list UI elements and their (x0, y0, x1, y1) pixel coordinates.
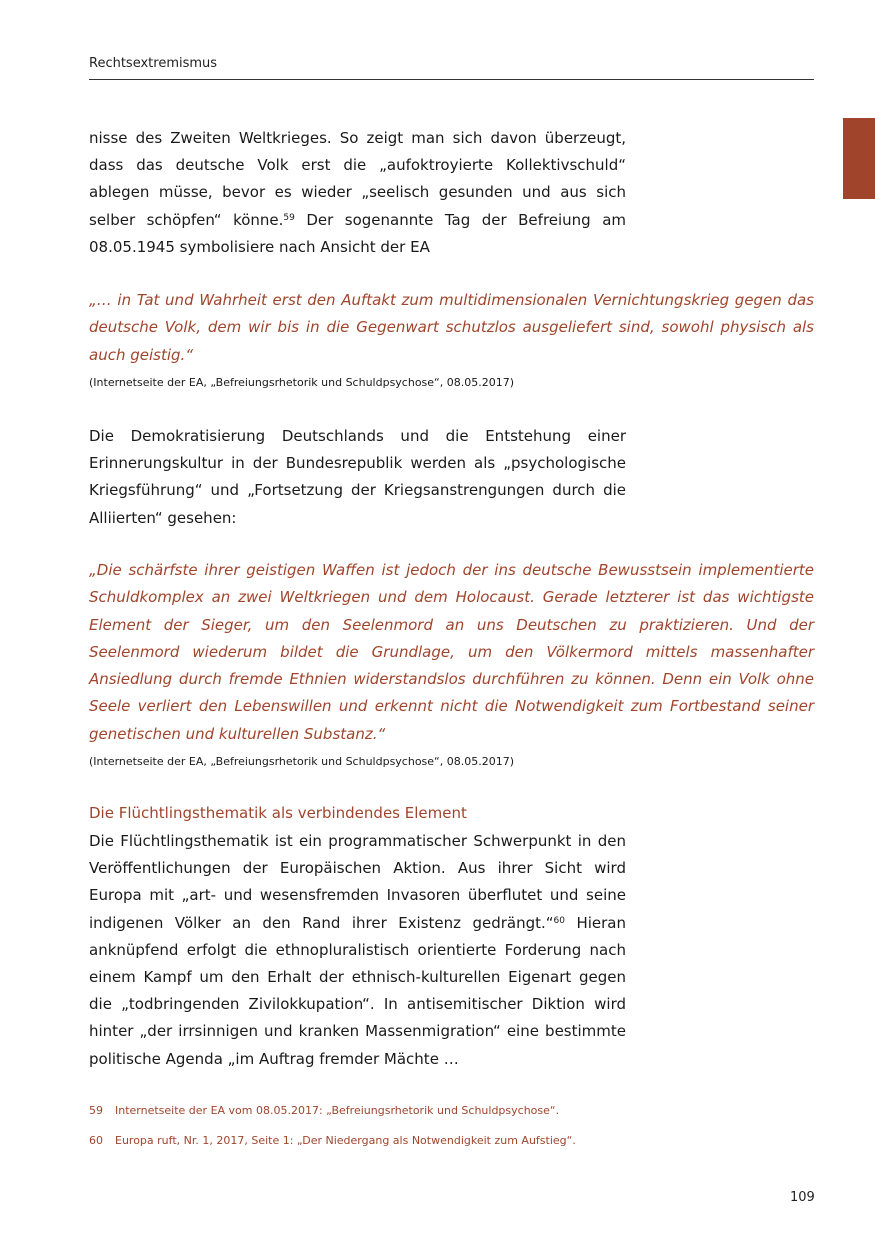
block-quote-1: „… in Tat und Wahrheit erst den Auftakt zum multidimensionalen Vernichtungskrieg gegen das deutsche Volk, dem wir bis in die Gegenwart schutzlos ausgeliefert sind, sowohl physisch als auch geistig.“ (89, 291, 814, 364)
header-rule (89, 79, 814, 80)
quote-source-1: (Internetseite der EA, „Befreiungsrhetorik und Schuldpsychose“, 08.05.2017) (89, 376, 515, 389)
body-paragraph-2: Die Demokratisierung Deutschlands und die Entstehung einer Erinnerungskultur in der Bundesrepublik werden als „psychologische Kriegsführung“ und „Fortsetzung der Kriegsanstrengungen durch die Alliierten“ gesehen: (89, 427, 626, 527)
footnote-number: 59 (89, 1104, 103, 1117)
body-paragraph-1 (89, 125, 626, 261)
page-number: 109 (790, 1190, 815, 1205)
footnote-text: Europa ruft, Nr. 1, 2017, Seite 1: „Der Niedergang als Notwendigkeit zum Aufstieg“. (115, 1134, 576, 1147)
quote-source-2: (Internetseite der EA, „Befreiungsrhetorik und Schuldpsychose“, 08.05.2017) (89, 755, 515, 768)
section-heading: Die Flüchtlingsthematik als verbindendes Element (89, 804, 467, 822)
chapter-tab-marker (843, 118, 875, 199)
footnote-60 (89, 1134, 814, 1147)
running-header: Rechtsextremismus (89, 56, 218, 71)
footnote-text: Internetseite der EA vom 08.05.2017: „Befreiungsrhetorik und Schuldpsychose“. (115, 1104, 560, 1117)
footnote-number: 60 (89, 1134, 103, 1147)
paragraph-text: Die Flüchtlingsthematik ist ein programmatischer Schwerpunkt in den Veröffentlichungen der Europäischen Aktion. Aus ihrer Sicht wird Europa mit „art- und wesensfremden Invasoren überflutet und seine indigenen Völker an den Rand ihrer Existenz gedrängt.“ (89, 832, 626, 932)
paragraph-text-continued: Hieran anknüpfend erfolgt die ethnopluralistisch orientierte Forderung nach einem Kampf um den Erhalt der ethnisch-kulturellen Eigenart gegen die „todbringenden Zivilokkupation“. In antisemitischer Diktion wird hinter „der irrsinnigen und kranken Massenmigration“ eine bestimmte politische Agenda „im Auftrag fremder Mächte … (89, 913, 626, 1068)
paragraph-text: nisse des Zweiten Weltkrieges. So zeigt man sich davon überzeugt, dass das deutsche Volk erst die „aufoktroyierte Kollektivschuld“ ablegen müsse, bevor es wieder „seelisch gesunden und aus sich selber schöpfen“ könne. (89, 129, 626, 229)
body-paragraph-3 (89, 828, 626, 1073)
footnote-59 (89, 1104, 814, 1117)
block-quote-2: „Die schärfste ihrer geistigen Waffen ist jedoch der ins deutsche Bewusstsein implementierte Schuldkomplex an zwei Weltkriegen und dem Holocaust. Gerade letzterer ist das wichtigste Element der Sieger, um den Seelenmord an uns Deutschen zu praktizieren. Und der Seelenmord wiederum bildet die Grundlage, um den Völkermord mittels massenhafter Ansiedlung durch fremde Ethnien widerstandslos durchführen zu können. Denn ein Volk ohne Seele verliert den Lebenswillen und erkennt nicht die Notwendigkeit zum Fortbestand seiner genetischen und kulturellen Substanz.“ (89, 561, 814, 743)
footnote-ref-59[interactable]: 59 (283, 212, 295, 223)
paragraph-text-continued: Der sogenannte Tag der Befreiung am 08.05.1945 symbolisiere nach Ansicht der EA (89, 210, 626, 256)
footnote-ref-60[interactable]: 60 (553, 915, 565, 926)
